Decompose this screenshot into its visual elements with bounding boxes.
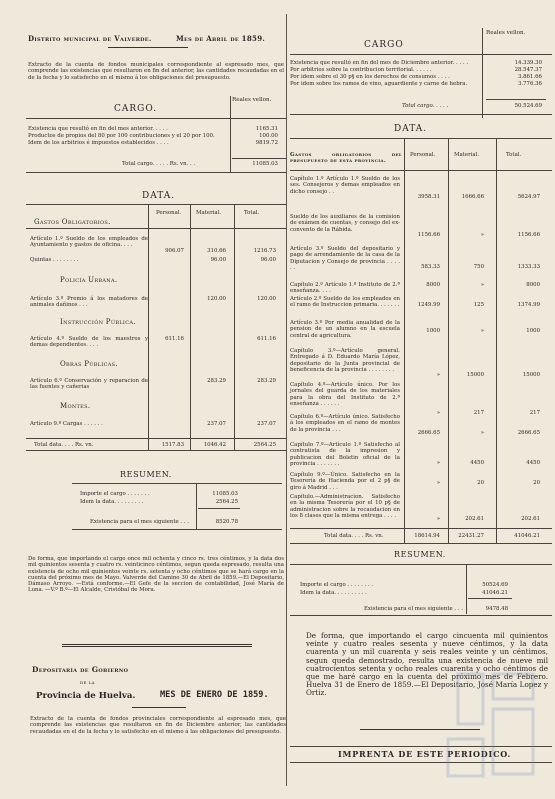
r-data-row-personal: » xyxy=(436,460,440,466)
col-material: Material. xyxy=(196,210,222,216)
data-row-total: 237.07 xyxy=(257,421,276,427)
r-cargo-sum-rule xyxy=(486,99,546,100)
resumen-top-rule xyxy=(72,483,282,484)
r-data-sum-rule xyxy=(290,528,552,529)
cargo-title: CARGO. xyxy=(114,104,158,114)
data-row-total: 1216.73 xyxy=(253,248,276,254)
r-data-row-total: 1374.99 xyxy=(517,302,540,308)
data-sum-rule xyxy=(26,438,286,439)
valverde-closing: De forma, que importando el cargo once mil ochenta y cinco rs. tres céntimos, y la data dos mil quinientos sesenta y cuatro rs. veinticinco céntimos, segun queda espresado, resulta una existencia de ocho mil quinientos veinte rs. setenta y ocho céntimos que se hará cargo en la cuenta del próximo mes de Mayo. Valverde del Camino 30 de Abril de 1859.—El Depositario, Dámaso Arroyo. —Está conforme.—El Gefe de la seccion de contabilidad, José María de Luna. —V.º B.º—El Alcalde, Cristóbal de Mora. xyxy=(28,556,284,594)
total-data-label: Total data. . . . Rs. vn. xyxy=(34,442,94,448)
existencia-label: Existencia para el mes siguiente . . . xyxy=(90,519,189,525)
r-data-row-label: Capítulo 7.º—Artículo 1.º Satisfecho al contratista de la impresion y publicacion del Boletin oficial de la provincia . . . . . . . xyxy=(290,442,400,467)
data-row-material: 120.00 xyxy=(207,296,226,302)
total-cargo-label: Total cargo. . . . . Rs. vn. . . xyxy=(122,161,196,167)
r-data-row-material: 4450 xyxy=(470,460,484,466)
data-row-label: Artículo 6.º Conservación y reparacion de las fuentes y cañerias xyxy=(30,378,148,391)
data-bottom-rule xyxy=(26,450,286,451)
r-resumen-row-value: 41046.21 xyxy=(482,590,508,596)
gastos-title: Gastos Obligatorios. xyxy=(34,218,111,226)
r-data-row-personal: 1249.99 xyxy=(417,302,440,308)
section-divider-rule xyxy=(62,643,252,646)
r-resumen-sum-rule xyxy=(468,598,512,599)
r-cargo-row-label: Por arbitrios sobre la contribucion territorial. . . . . . xyxy=(290,67,432,73)
data-header-rule xyxy=(26,228,286,229)
cargo-row-value: 9819.72 xyxy=(255,140,278,146)
data-row-material: 96.00 xyxy=(210,257,226,263)
r-resumen-bottom-rule xyxy=(290,615,552,616)
r-data-row-label: Capítulo 9.º—Único. Satisfecho en la Tesorería de Hacienda por el 2 p§ de giro á Madrid . . . xyxy=(290,472,400,491)
data-row-total: 96.00 xyxy=(260,257,276,263)
data-row-total: 611.16 xyxy=(257,336,276,342)
r-data-row-material: » xyxy=(480,328,484,334)
r-data-row-personal: 8000 xyxy=(426,282,440,288)
r-data-top-rule xyxy=(290,138,552,139)
r-data-row-personal: 583.33 xyxy=(421,264,440,270)
r-resumen-title: RESUMEN. xyxy=(394,550,446,559)
r-data-row-personal: 2666.65 xyxy=(417,430,440,436)
r-cargo-row-label: Por idem sobre el 30 p§ en los derechos de consumos . . . . xyxy=(290,74,450,80)
r-data-row-material: 20 xyxy=(477,480,484,486)
r-resumen-row-label: Importe el cargo . . . . . . . . xyxy=(300,582,374,588)
r-data-header-rule xyxy=(290,170,552,171)
cargo-row-value: 1165.31 xyxy=(255,126,278,132)
r-resumen-row-label: Idem la data. . . . . . . . . . xyxy=(300,590,367,596)
data-row-label: Artículo 9.º Cargas . . . . . . xyxy=(30,421,103,427)
r-cargo-row-value: 28.547.37 xyxy=(514,67,542,73)
r-cargo-top-rule xyxy=(290,54,552,55)
r-data-row-label: Artículo 3.º Sueldo del depositario y pago de arrendamiento de la casa de la Diputacion y Consejo de provincia . . . . . . xyxy=(290,246,400,271)
r-data-row-total: 20 xyxy=(533,480,540,486)
r-data-row-total: 217 xyxy=(529,410,540,416)
r-cargo-row-value: 14.339.30 xyxy=(514,60,542,66)
r-col-personal: Personal. xyxy=(410,152,436,158)
r-data-row-label: Capítulo 3.º—Artículo general. Entregado á D. Eduardo María López, depositario de la Junta provincial de beneficencia de la provincia . . . . . . . . xyxy=(290,348,400,373)
r-data-row-personal: » xyxy=(436,480,440,486)
r-data-row-total: 1000 xyxy=(526,328,540,334)
r-total-divider xyxy=(496,138,497,544)
data-row-label: Artículo 3.º Premio á los matadores de animales dañinos . . . xyxy=(30,296,148,309)
r-closing: De forma, que importando el cargo cincuenta mil quinientos veinte y cuatro reales sesenta y nueve céntimos, y la data cuarenta y un mil cuarenta y seis reales veinte y un céntimos, segun queda demostrado, resulta una existencia de nueve mil cuatrocientos setenta y ocho reales cuarenta y ocho céntimos de que me haré cargo en la cuenta del próximo mes de Febrero. Huelva 31 de Enero de 1859.—El Depositario, José María Lopez y Ortiz. xyxy=(306,631,548,698)
r-data-row-personal: 3958.31 xyxy=(417,194,440,200)
r-data-row-total: 202.61 xyxy=(521,516,540,522)
r-data-row-material: 125 xyxy=(473,302,484,308)
r-cargo-divider xyxy=(482,28,483,118)
data-row-personal: 611.16 xyxy=(165,336,184,342)
huelva-title: Depositaría de Gobierno xyxy=(32,665,129,674)
huelva-province: Provincia de Huelva. xyxy=(36,691,136,701)
data-row-personal: 906.07 xyxy=(165,248,184,254)
resumen-sum-rule xyxy=(198,508,240,509)
r-total-data-material: 22431.27 xyxy=(458,533,484,539)
data-row-label: Quintas . . . . . . . . xyxy=(30,257,79,263)
huelva-date: MES DE ENERO DE 1859. xyxy=(160,690,269,700)
resumen-title: RESUMEN. xyxy=(120,470,172,479)
r-col-material: Material. xyxy=(454,152,480,158)
r-total-data-personal: 18614.94 xyxy=(414,533,440,539)
r-data-row-total: 4450 xyxy=(526,460,540,466)
cargo-value-divider xyxy=(230,96,231,172)
data-row-material: 237.07 xyxy=(207,421,226,427)
section-heading: Instrucción Pública. xyxy=(60,318,136,326)
ornament-rule xyxy=(108,46,188,49)
section-heading: Policía Urbana. xyxy=(60,276,118,284)
r-data-row-label: Artículo 2.º Sueldo de los empleados en el ramo de Instruccion primaria. . . . . . . xyxy=(290,296,400,309)
cargo-row-label: Idem de los arbitrios é impuestos establecidos . . . . xyxy=(28,140,169,146)
huelva-ornament xyxy=(132,706,186,709)
r-existencia-label: Existencia para el mes siguiente . . . xyxy=(364,606,463,612)
data-row-material: 310.66 xyxy=(207,248,226,254)
r-total-cargo-value: 50.524.69 xyxy=(514,103,542,109)
r-data-row-total: 5624.97 xyxy=(517,194,540,200)
r-col-total: Total. xyxy=(506,152,522,158)
section-heading: Montes. xyxy=(60,402,91,410)
cargo-top-rule xyxy=(26,118,286,119)
data-row-label: Artículo 4.º Sueldo de los maestros y demas dependientes. . . . xyxy=(30,336,148,349)
r-data-row-label: Capítulo.—Administracion. Satisfecho en la misma Tesorería por el 10 p§ de administracion sobre la recaudacion en los 8 clases que la misma entrega . . . . xyxy=(290,494,400,519)
r-data-bottom-rule xyxy=(290,543,552,544)
r-reales-vellon: Reales vellon. xyxy=(486,30,526,36)
col-personal: Personal. xyxy=(156,210,182,216)
column-divider xyxy=(286,14,287,786)
huelva-intro: Extracto de la cuenta de fondos provinciales correspondiente al espresado mes, que comprende las existencias que resultaron en fin de Diciembre anterior, las cantidades recaudadas en el de la fecha y lo satisfecho en el mismo á las obligaciones del presupuesto. xyxy=(30,716,286,735)
resumen-divider xyxy=(196,483,197,529)
r-data-row-personal: » xyxy=(436,516,440,522)
resumen-row-label: Idem la data. . . . . . . . . xyxy=(80,499,144,505)
r-cargo-bottom-rule xyxy=(290,114,552,115)
total-cargo-value: 11085.03 xyxy=(252,161,278,167)
r-cargo-row-value: 3.861.66 xyxy=(517,74,542,80)
data-top-rule xyxy=(26,204,286,205)
r-data-row-total: 1333.33 xyxy=(517,264,540,270)
r-data-row-label: Capítulo 6.º—Artículo único. Satisfecho á los empleados en el ramo de montes de la provincia . . . xyxy=(290,414,400,433)
r-data-row-material: 15000 xyxy=(466,372,484,378)
r-data-row-material: 750 xyxy=(473,264,484,270)
resumen-row-label: Importe el cargo . . . . . . . xyxy=(80,491,150,497)
resumen-bottom-rule xyxy=(72,529,282,530)
r-data-row-material: » xyxy=(480,282,484,288)
r-data-row-total: 15000 xyxy=(522,372,540,378)
r-data-row-total: 2666.65 xyxy=(517,430,540,436)
total-data-personal: 1517.83 xyxy=(161,442,184,448)
total-data-total: 2564.25 xyxy=(253,442,276,448)
r-data-row-material: » xyxy=(480,232,484,238)
r-data-row-personal: 1000 xyxy=(426,328,440,334)
resumen-row-value: 2564.25 xyxy=(215,499,238,505)
cargo-bottom-rule xyxy=(26,172,286,173)
material-divider xyxy=(190,204,191,450)
r-data-row-label: Artículo 3.º Por media anualidad de la pension de un alumno en la escuela central de agricultura. xyxy=(290,320,400,339)
r-data-row-label: Capítulo 2.º Artículo 1.º Instituto de 2.ª enseñanza. . . . xyxy=(290,282,400,295)
col-total: Total. xyxy=(244,210,260,216)
r-data-title: DATA. xyxy=(394,124,428,134)
data-row-label: Artículo 1.º Sueldo de los empleados de Ayuntamiento y gastos de oficina. . . . xyxy=(30,236,148,249)
valverde-intro: Extracto de la cuenta de fondos municipales correspondiente al espresado mes, que comprende las existencias que resultaron en fin del anterior, las cantidades recaudadas en el de la fecha y lo satisfecho en el mismo á los obligaciones del presupuesto. xyxy=(28,62,284,81)
total-data-material: 1046.42 xyxy=(203,442,226,448)
library-stamp xyxy=(438,664,548,784)
reales-vellon-heading: Reales vellon. xyxy=(232,97,272,103)
r-data-row-label: Capítulo 1.º Artículo 1.º Sueldo de los ses. Consejeros y demas empleados en dicho consejo . . xyxy=(290,176,400,195)
r-cargo-row-value: 3.776.36 xyxy=(517,81,542,87)
cargo-row-value: 100.00 xyxy=(259,133,278,139)
data-title: DATA. xyxy=(142,191,176,201)
r-data-row-total: 8000 xyxy=(526,282,540,288)
huelva-de-la: de la xyxy=(80,680,95,686)
existencia-value: 8520.78 xyxy=(215,519,238,525)
r-data-row-label: Sueldo de los auxiliares de la comision de exámen de cuentas, y consejo del ex-convento de la Rábida. xyxy=(290,214,400,233)
r-existencia-value: 9478.48 xyxy=(485,606,508,612)
r-cargo-row-label: Por idem sobre los ramos de vino, aguardiente y carne de hebra. xyxy=(290,81,468,87)
cargo-row-label: Productos de propios del 80 por 100 contribuciones y el 20 por 100. xyxy=(28,133,215,139)
r-data-row-personal: » xyxy=(436,372,440,378)
r-resumen-divider xyxy=(466,564,467,614)
r-data-row-material: 1666.66 xyxy=(461,194,484,200)
r-data-row-material: » xyxy=(480,430,484,436)
r-data-row-personal: » xyxy=(436,410,440,416)
r-total-data-total: 41046.21 xyxy=(514,533,540,539)
r-data-row-label: Capítulo 4.º—Artículo único. Por los jornales del guarda de los materiales para la obra del Instituto de 2.ª enseñanza . . . . . . xyxy=(290,382,400,407)
r-data-row-material: 202.61 xyxy=(465,516,484,522)
data-row-material: 283.29 xyxy=(207,378,226,384)
r-cargo-row-label: Existencia que resultó en fin del mes de Diciembre anterior. . . . . xyxy=(290,60,469,66)
valverde-district: Distrito municipal de Valverde. xyxy=(28,34,152,43)
data-row-total: 283.29 xyxy=(257,378,276,384)
r-footer: IMPRENTA DE ESTE PERIODICO. xyxy=(338,749,512,759)
cargo-sum-rule xyxy=(232,158,286,159)
r-total-data-label: Total data. . . . Rs. vn. xyxy=(324,533,384,539)
r-data-row-personal: 1156.66 xyxy=(417,232,440,238)
r-data-row-total: 1156.66 xyxy=(517,232,540,238)
resumen-row-value: 11085.03 xyxy=(212,491,238,497)
r-resumen-top-rule xyxy=(290,564,552,565)
cargo-row-label: Existencia que resultó en fin del mes anterior. . . . . xyxy=(28,126,168,132)
r-cargo-title: CARGO xyxy=(364,40,404,50)
personal-divider xyxy=(148,204,149,450)
valverde-date: Mes de Abril de 1859. xyxy=(176,34,266,43)
data-row-total: 120.00 xyxy=(257,296,276,302)
section-heading: Obras Públicas. xyxy=(60,360,118,368)
total-divider xyxy=(234,204,235,450)
r-total-cargo-label: Total cargo. . . . . xyxy=(402,103,449,109)
r-data-row-material: 217 xyxy=(473,410,484,416)
r-gastos-title: Gastos obligatorios del presupuesto de esta provincia. xyxy=(290,152,402,165)
r-resumen-row-value: 50524.69 xyxy=(482,582,508,588)
